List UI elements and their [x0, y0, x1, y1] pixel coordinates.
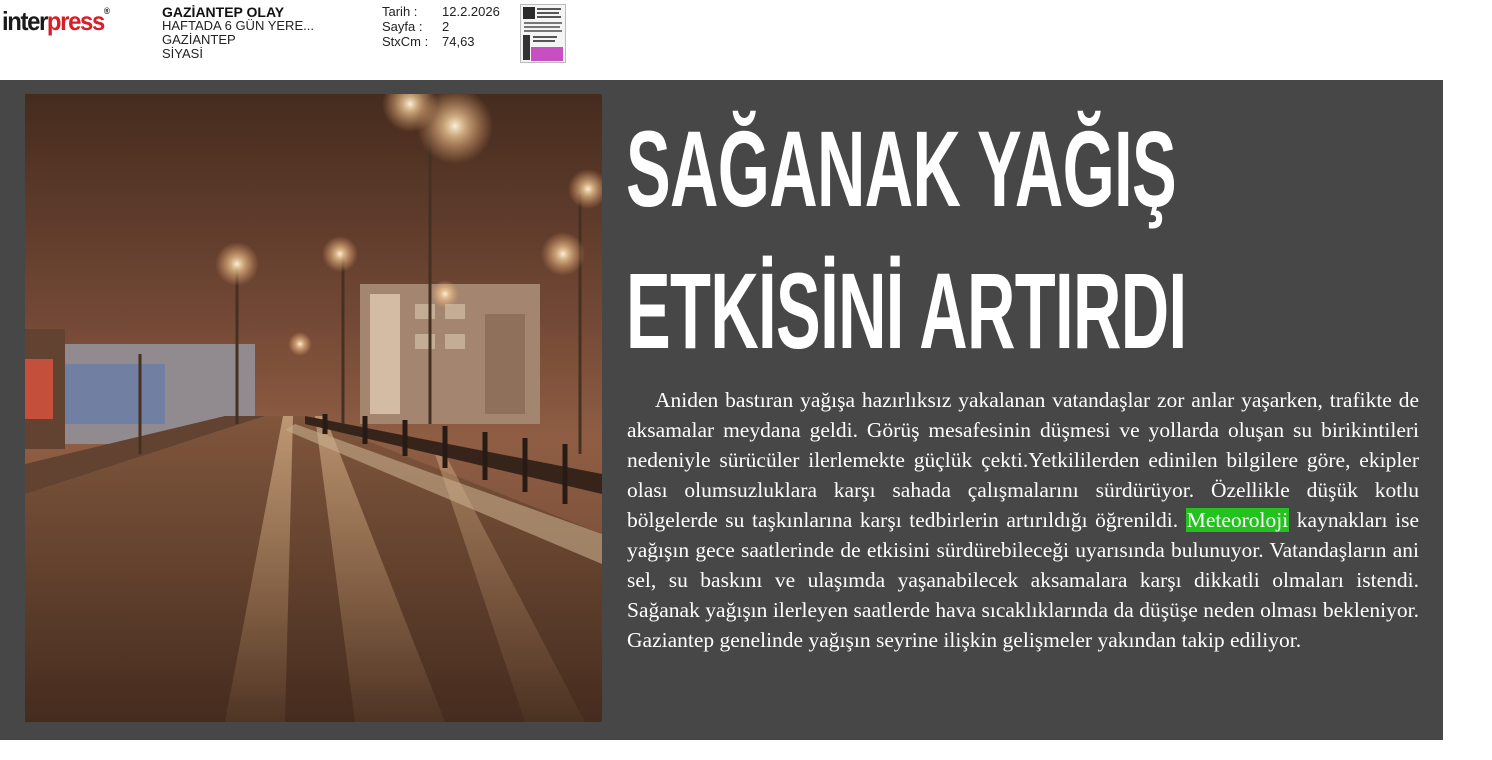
publication-frequency: HAFTADA 6 GÜN YERE... — [162, 18, 314, 33]
headline-line-2: ETKİSİNİ ARTIRDI — [626, 250, 1187, 371]
article-headline — [626, 98, 1187, 382]
clipping-meta — [382, 4, 500, 49]
interpress-logo: interpress® — [2, 6, 110, 36]
publication-info — [162, 5, 377, 61]
page-thumbnail[interactable] — [520, 4, 566, 63]
article-panel — [0, 80, 1443, 740]
publication-category: SİYASİ — [162, 46, 203, 61]
headline-line-1: SAĞANAK YAĞIŞ — [626, 108, 1177, 229]
meta-page: Sayfa : 2 — [382, 19, 450, 34]
body-text-part-1: Aniden bastıran yağışa hazırlıksız yakalanan vatandaşlar zor anlar yaşarken, trafikte de aksamalar meydana geldi. Görüş mesafesinin düşmesi ve yollarda oluşan su birikintileri nedeniyle sürücüler ilerlemekte güçlük çekti.Yetkililerden edinilen bilgilere göre, ekipler olası olumsuzluklara karşı sahada çalışmalarını sürdürüyor. Özellikle düşük kotlu bölgelerde su taşkınlarına karşı tedbirlerin artırıldığı öğrenildi. — [627, 388, 1419, 532]
rainy-street-photo — [25, 94, 602, 722]
publication-city: GAZİANTEP — [162, 32, 236, 47]
highlighted-keyword[interactable]: Meteoroloji — [1186, 508, 1289, 532]
article-body — [627, 385, 1419, 655]
meta-stxcm: StxCm : 74,63 — [382, 34, 475, 49]
meta-date: Tarih : 12.2.2026 — [382, 4, 500, 19]
body-text-part-2: kaynakları ise yağışın gece saatlerinde de etkisini sürdürebileceği uyarısında bulunuyor. Vatandaşların ani sel, su baskını ve ulaşımda yaşanabilecek aksamalara karşı dikkatli olmaları istendi. Sağanak yağışın ilerleyen saatlerde hava sıcaklıklarında da düşüşe neden olması bekleniyor. Gaziantep genelinde yağışın seyrine ilişkin gelişmeler yakından takip ediliyor. — [627, 508, 1419, 652]
publication-name: GAZİANTEP OLAY — [162, 4, 285, 20]
